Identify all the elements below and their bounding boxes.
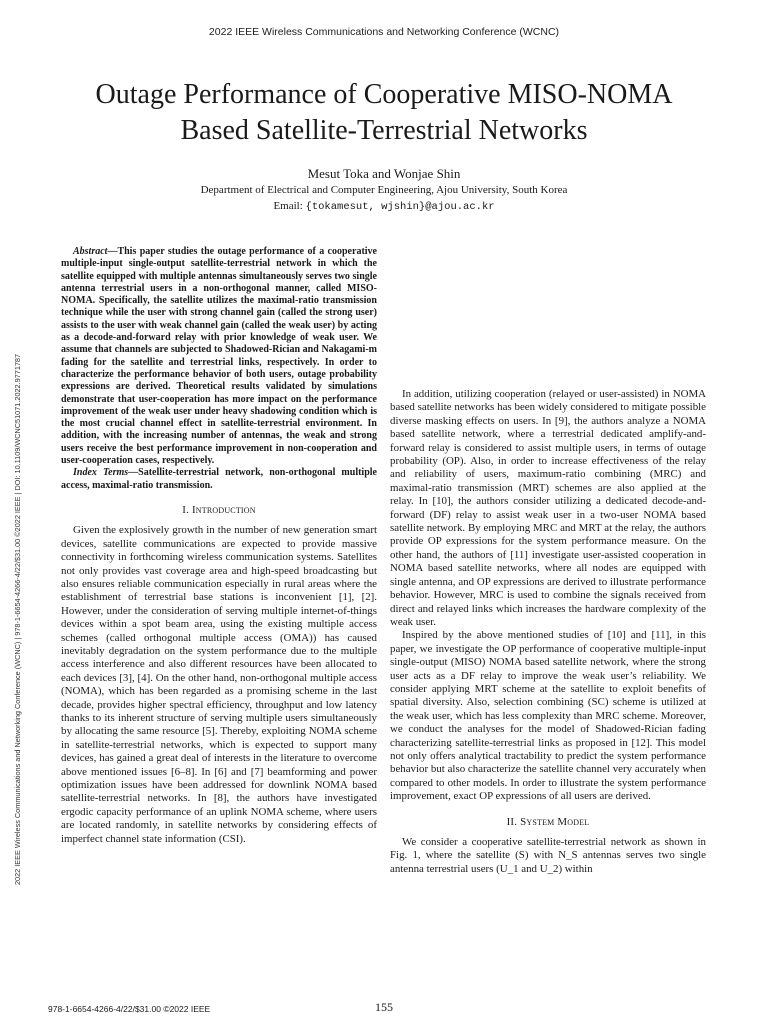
footer-isbn: 978-1-6654-4266-4/22/$31.00 ©2022 IEEE [48,1004,211,1014]
index-terms [61,467,377,492]
section-1-title: Introduction [191,503,256,516]
affiliation: Department of Electrical and Computer Engineering, Ajou University, South Korea [200,184,568,196]
intro-paragraph-2: In addition, utilizing cooperation (relayed or user-assisted) in NOMA based satellite networks has been widely considered to mitigate possible diverse masking effects on users. In [9], the authors analyze a NOMA based satellite network, where a terrestrial dedicated amplify-and-forward relay is considered to assist multiple users, in terms of outage probability (OP). Also, in order to increase effectiveness of the relay and reliability of users, maximum-ratio combining (MRC) and maximal-ratio transmission (MRT) schemes are also applied at the relay. In [10], the authors consider utilizing a dedicated decode-and-forward (DF) relay to assist weak user in a two-user NOMA based satellite network. By employing MRC and MRT at the relay, the authors provide OP expressions for the system performance measure. On the other hand, the authors of [11] investigate user-assisted cooperation in NOMA based satellite networks, where all nodes are equipped with single antenna, and OP expressions are derived to illustrate performance behavior. However, MRC is used to combine the signals received from direct and relayed links which increases the hardware complexity of the weak user. [390,388,706,628]
email-line [0,200,768,213]
title-line-1: Outage Performance of Cooperative MISO-NOMA [95,79,673,110]
email-label: Email: [273,200,306,212]
title-line-2: Based Satellite-Terrestrial Networks [180,115,588,146]
conference-header: 2022 IEEE Wireless Communications and Networking Conference (WCNC) [208,26,560,38]
system-model-paragraph-1: We consider a cooperative satellite-terrestrial network as shown in Fig. 1, where the satellite (S) with N_S antennas serves two single antenna terrestrial users (U_1 and U_2) within [390,836,706,875]
side-metadata-text: 2022 IEEE Wireless Communications and Networking Conference (WCNC) | 978-1-6654-4266-4/22/$31.00 ©2022 IEEE | DOI: 10.1109/WCNC51071.2022.9771787 [13,353,22,885]
section-1-number: I. [182,503,192,516]
index-terms-text: —Satellite-terrestrial network, non-orthogonal multiple access, maximal-ratio transmission. [61,467,377,491]
abstract-label: Abstract [73,246,108,257]
right-column [390,246,706,876]
section-2-title: System Model [520,815,590,828]
section-heading-introduction [61,504,377,517]
section-heading-system-model [390,816,706,829]
left-column [61,246,377,846]
section-2-number: II. [506,815,521,828]
paper-title [40,77,728,149]
index-terms-label: Index Terms [73,467,129,479]
abstract-text: —This paper studies the outage performance of a cooperative multiple-input single-output satellite-terrestrial network in which the satellite equipped with multiple antennas simultaneously serves two single antenna terrestrial users in a non-orthogonal manner, called MISO-NOMA. Specifically, the satellite utilizes the maximal-ratio transmission technique while the user with strong channel gain (called the strong user) assists to the user with weak channel gain (called the weak user) by acting as a decode-and-forward relay with prior knowledge of weak user. We assume that channels are subjected to Shadowed-Rician and Nakagami-m fading for the satellite and terrestrial links, respectively. In order to characterize the performance behavior of both users, outage probability expressions are derived. Theoretical results validated by simulations demonstrate that user-cooperation has more impact on the performance improvement of the weak user under heavy shadowing condition which is the most crucial channel effect in satellite-terrestrial environment. In addition, with the increasing number of antennas, the weak and strong users receive the best performance improvement in non-cooperation and user-cooperation cases, respectively. [61,246,377,467]
intro-paragraph-1: Given the explosively growth in the number of new generation smart devices, satellite communications are expected to provide massive connectivity in forthcoming wireless communication systems. Satellites not only provides vast coverage area and high-speed broadcasting but also ensures reliable communication especially in rural areas where the establishment of terrestrial base stations is inconvenient [1], [2]. However, under the consideration of serving multiple internet-of-things devices within a spot beam area, using the existing multiple access schemes (called orthogonal multiple access (OMA)) has caused inevitably degradation on the system performance due to the multiple access interference and also different resources have been allocated to each devices [3], [4]. On the other hand, non-orthogonal multiple access (NOMA), which has been regarded as a promising scheme in the last decade, provides higher spectral efficiency, throughput and low latency thanks to its inherent structure of serving multiple users simultaneously by allocating the same resource [5]. Thereby, exploiting NOMA scheme in satellite-terrestrial networks, which is expected to support many devices, has gained a great deal of interests in the literature to overcome above mentioned issues [6–8]. In [6] and [7] beamforming and power optimization issues have been addressed for downlink NOMA based satellite-terrestrial networks. In [8], the authors have investigated ergodic capacity performance of an uplink NOMA scheme, where users are located randomly, in satellite networks by considering effects of imperfect channel state information (CSI). [61,524,377,845]
intro-paragraph-3: Inspired by the above mentioned studies of [10] and [11], in this paper, we investigate the OP performance of cooperative multiple-input single-output (MISO) NOMA based satellite network, where the strong user acts as a DF relay to improve the weak user’s reliability. We consider applying MRT scheme at the satellite to exploit benefits of spatial diversity. Also, selection combining (SC) scheme is utilized at the weak user, which has less complexity than MRC scheme. Moreover, we conduct the analyses for the model of Shadowed-Rician fading characterizing satellite-terrestrial links as proposed in [12]. This model not only offers analytical tractability to predict the system performance behavior but also characterize the satellite channel very accurately when compared to other models. In order to illustrate the system performance improvement, exact OP expressions of all users are derived. [390,629,706,803]
abstract [61,246,377,467]
authors: Mesut Toka and Wonjae Shin [307,166,461,181]
page-number: 155 [375,1000,393,1014]
side-metadata-strip [12,165,28,885]
email-address[interactable]: {tokamesut, wjshin}@ajou.ac.kr [305,201,495,213]
